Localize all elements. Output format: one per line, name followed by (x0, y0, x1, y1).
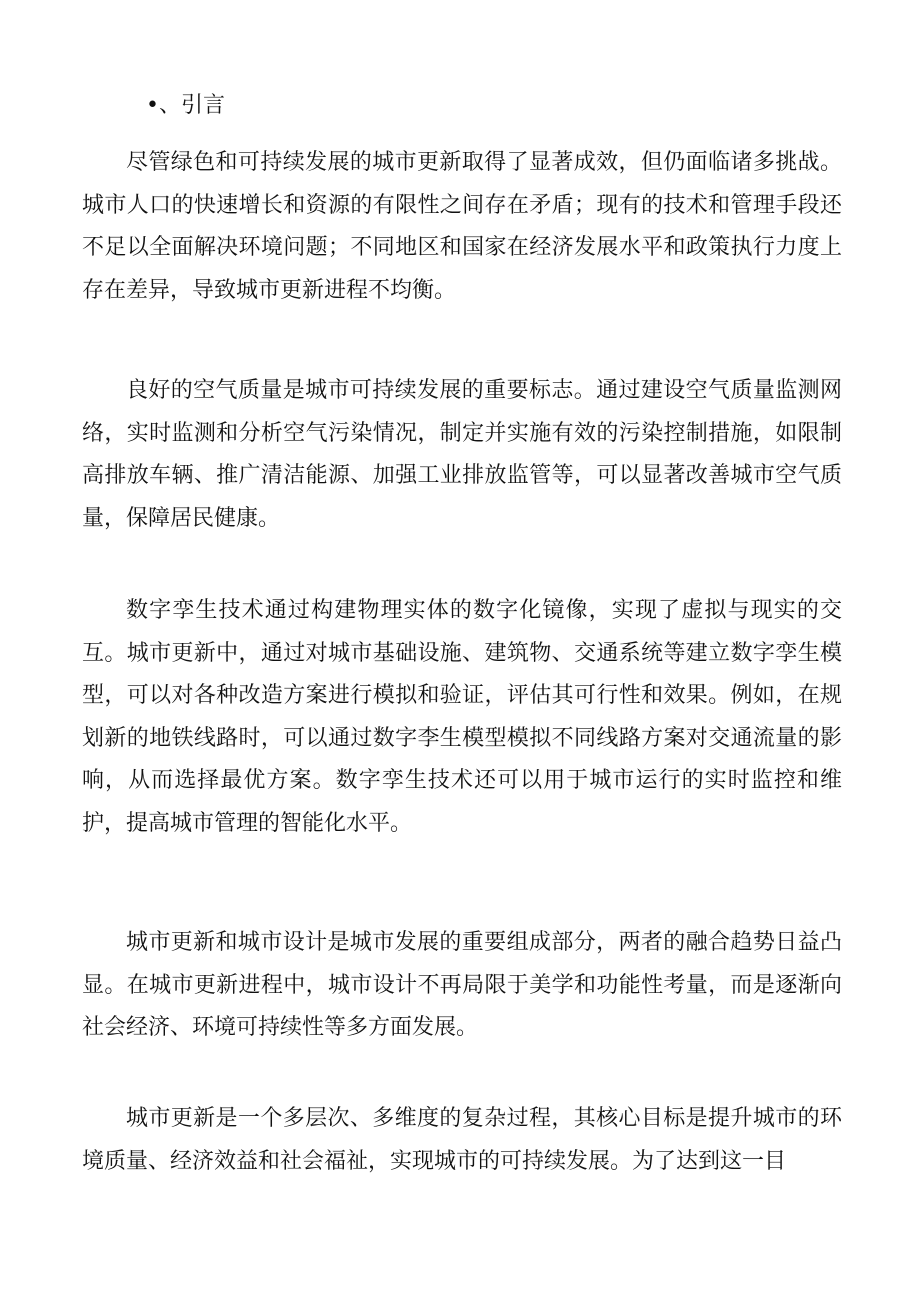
paragraph-air-quality: 良好的空气质量是城市可持续发展的重要标志。通过建设空气质量监测网络，实时监测和分析空气污染情况，制定并实施有效的污染控制措施，如限制高排放车辆、推广清洁能源、加强工业排放监管等，可以显著改善城市空气质量，保障居民健康。 (82, 378, 842, 531)
paragraph-digital-twin: 数字孪生技术通过构建物理实体的数字化镜像，实现了虚拟与现实的交互。城市更新中，通过对城市基础设施、建筑物、交通系统等建立数字孪生模型，可以对各种改造方案进行模拟和验证，评估其可行性和效果。例如，在规划新的地铁线路时，可以通过数字李生模型模拟不同线路方案对交通流量的影响，从而选择最优方案。数字孪生技术还可以用于城市运行的实时监控和维护，提高城市管理的智能化水平。 (82, 598, 842, 836)
section-heading: •、引言 (146, 93, 225, 118)
paragraph-challenges: 尽管绿色和可持续发展的城市更新取得了显著成效，但仍面临诸多挑战。城市人口的快速增长和资源的有限性之间存在矛盾；现有的技术和管理手段还不足以全面解决环境问题；不同地区和国家在经济发展水平和政策执行力度上存在差异，导致城市更新进程不均衡。 (82, 150, 842, 303)
paragraph-urban-renewal: 城市更新是一个多层次、多维度的复杂过程，其核心目标是提升城市的环境质量、经济效益和社会福祉，实现城市的可持续发展。为了达到这一目 (82, 1106, 842, 1174)
paragraph-urban-design: 城市更新和城市设计是城市发展的重要组成部分，两者的融合趋势日益凸显。在城市更新进程中，城市设计不再局限于美学和功能性考量，而是逐渐向社会经济、环境可持续性等多方面发展。 (82, 930, 842, 1040)
